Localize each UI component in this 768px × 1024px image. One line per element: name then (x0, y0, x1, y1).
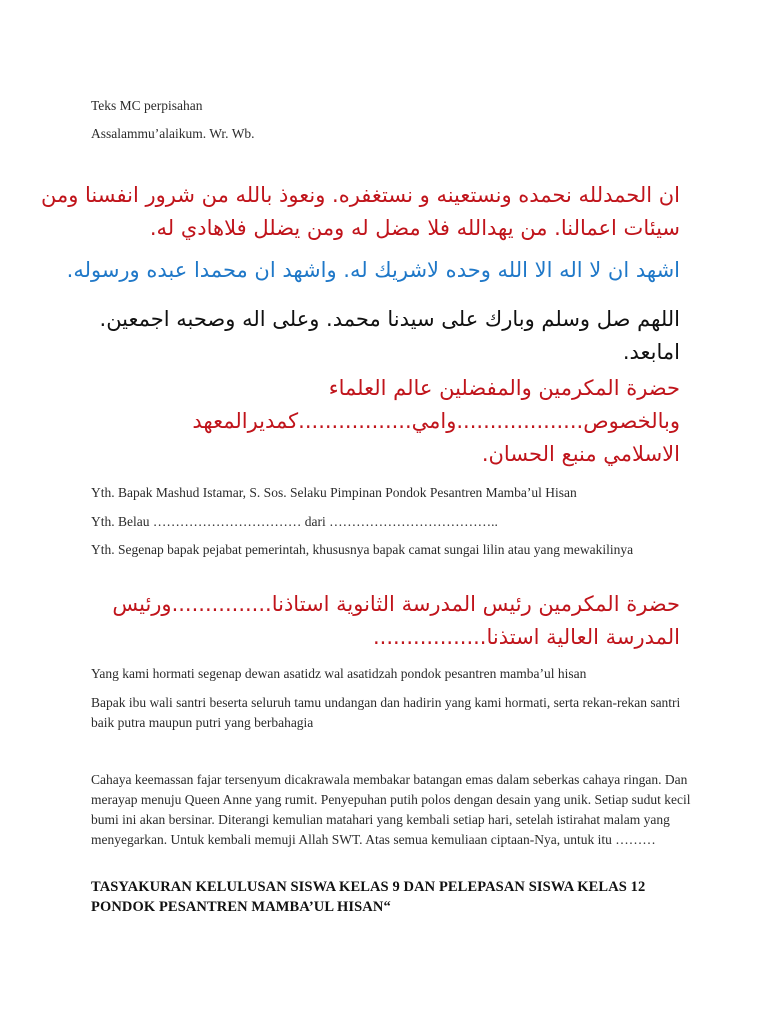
arabic-salawat-line-1: اللهم صل وسلم وبارك على سيدنا محمد. وعلى اله وصحبه اجمعين. (99, 307, 680, 331)
arabic-address-block-1 (80, 372, 680, 471)
document-title: Teks MC perpisahan (91, 98, 203, 113)
arabic-shahada-line: اشهد ان لا اله الا الله وحده لاشريك له. واشهد ان محمدا عبده ورسوله. (66, 258, 680, 282)
yth-pejabat-text: Yth. Segenap bapak pejabat pemerintah, khususnya bapak camat sungai lilin atau yang mewakilinya (91, 542, 634, 557)
arabic-address1-line-3: الاسلامي منبع الحسان. (481, 442, 680, 466)
arabic-opening-block (40, 179, 680, 245)
arabic-salawat-block (80, 303, 680, 369)
yth-belau-text: Yth. Belau …………………………… dari ……………………………….. (91, 514, 498, 529)
arabic-address1-line-1: حضرة المكرمين والمفضلين عالم العلماء (328, 376, 680, 400)
arabic-opening-line-1: ان الحمدلله نحمده ونستعينه و نستغفره. ونعوذ بالله من شرور انفسنا ومن (40, 183, 680, 207)
arabic-opening-line-2: سيئات اعمالنا. من يهدالله فلا مضل له ومن يضلل فلاهادي له. (149, 216, 680, 240)
greeting-text: Assalammu’alaikum. Wr. Wb. (91, 126, 255, 141)
cahaya-paragraph: Cahaya keemassan fajar tersenyum dicakrawala membakar batangan emas dalam seberkas cahaya ringan. Dan merayap menuju Queen Anne yang rumit. Penyepuhan putih polos dengan desain yang unik. Setiap sudut kecil bumi ini akan bersinar. Diterangi kemulian matahari yang kembali setiap hari, setelah istirahat malam yang menyegarkan. Untuk kembali memuji Allah SWT. Atas semua kemuliaan ciptaan-Nya, untuk itu ……… (91, 772, 691, 847)
arabic-address2-line-2: المدرسة العالية استذنا................. (372, 625, 680, 649)
asatidz-paragraph: Yang kami hormati segenap dewan asatidz wal asatidzah pondok pesantren mamba’ul hisan (91, 666, 587, 681)
arabic-address-block-2 (80, 588, 680, 654)
arabic-salawat-line-2: امابعد. (622, 340, 680, 364)
closing-title: TASYAKURAN KELULUSAN SISWA KELAS 9 DAN PELEPASAN SISWA KELAS 12 PONDOK PESANTREN MAMBA’UL HISAN“ (91, 879, 646, 915)
yth-pimpinan-text: Yth. Bapak Mashud Istamar, S. Sos. Selaku Pimpinan Pondok Pesantren Mamba’ul Hisan (91, 485, 577, 500)
arabic-shahada-block (66, 254, 680, 287)
wali-santri-paragraph: Bapak ibu wali santri beserta seluruh tamu undangan dan hadirin yang kami hormati, serta rekan-rekan santri baik putra maupun putri yang berbahagia (91, 695, 681, 730)
arabic-address1-line-2: وبالخصوص...................وامي.................كمديرالمعهد (192, 409, 680, 433)
arabic-address2-line-1: حضرة المكرمين رئيس المدرسة الثانوية استاذنا...............ورئيس (112, 592, 680, 616)
